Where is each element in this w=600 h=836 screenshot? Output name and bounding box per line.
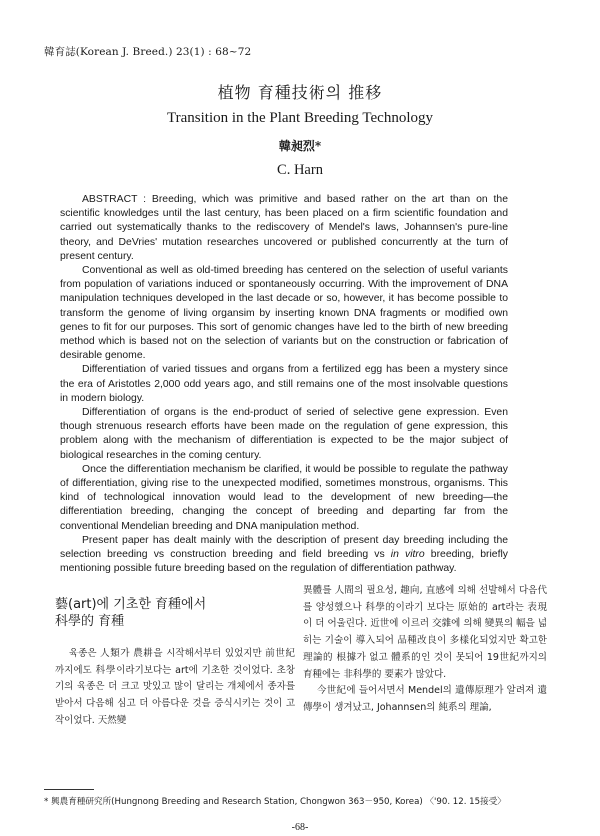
abstract-paragraph-3: Differentiation of varied tissues and organs from a fertilized egg has been a mystery since the era of Aristotles 2,000 odd years ago, and still remains one of the most insolvable questions in modern biology. — [60, 364, 508, 404]
page-number: -68- — [291, 822, 309, 833]
abstract-paragraph-5: Once the differentiation mechanism be clarified, it would be possible to regulate the pathway of differentiation, giving rise to the unexpected modified, sometimes monstrous, organisms. This kind of technological innovation would lead to the development of new breeding—the differentiation breeding, changing the concept of breeding and departing far from the conventional Mendelian breeding and DNA manipulation method. — [60, 463, 508, 532]
right-body-paragraph-1: 異體를 人間의 필요성, 趣向, 直感에 의해 선발해서 다음代를 양성했으나 科學的이라기 보다는 原始的 art라는 表現이 더 어울린다. 近世에 이르러 交雜에 의해 變異의 幅을 넓히는 기술이 導入되어 品種改良이 多樣化되었지만 확고한 理論的 根據가 없고 體系的인 것이 못되어 19世紀까지의 育種에는 非科學的 要素가 많았다. — [303, 585, 547, 680]
abstract — [60, 193, 508, 576]
abstract-paragraph-6 — [60, 534, 508, 577]
abstract-p6-italic: in vitro — [390, 549, 425, 561]
left-body-text: 육종은 人類가 農耕을 시작해서부터 있었지만 前世紀까지에도 科學이라기보다는 art에 기초한 것이었다. 초창기의 육종은 더 크고 맛있고 많이 달리는 개체에서 종자를 받아서 다음해 심고 더 아름다운 것을 증식시키는 것이 고작이었다. 天然變 — [55, 648, 295, 726]
right-body-paragraph-2: 今世紀에 들어서면서 Mendel의 遺傳原理가 알려져 遺傳學이 생겨났고, Johannsen의 純系의 理論, — [303, 685, 547, 713]
abstract-paragraph-2: Conventional as well as old-timed breeding has centered on the selection of useful variants from population of variations induced or spontaneously occurring. With the improvement of DNA manipulation techniques developed in the last decade or so, however, it has become possible to transform the genome of living organsim by inserting known DNA fragments or modified own genes to fit for our purposes. This sort of genomic changes have led to the birth of new breeding method which is based not on the selection of variants but on the construction or fabrication of desirable genome. — [60, 265, 508, 362]
left-column — [55, 596, 295, 730]
journal-citation: 韓育誌(Korean J. Breed.) 23(1) : 68~72 — [44, 46, 252, 58]
english-author: C. Harn — [277, 162, 323, 178]
abstract-paragraph-1: ABSTRACT : Breeding, which was primitive and based rather on the art than on the scientific knowledges until the last century, has been placed on a firm scientific foundation and carried out systematically thanks to the rediscovery of Mendel's laws, Johannsen's pure-line theory, and DeVries' mutation researches uncovered or published concurrently at the turn of present century. — [60, 194, 508, 262]
section-heading-line-2: 科學的 育種 — [55, 614, 125, 629]
footnote-divider — [44, 789, 94, 790]
section-heading-line-1: 藝(art)에 기초한 育種에서 — [55, 597, 207, 612]
abstract-paragraph-4: Differentiation of organs is the end-product of seried of selective gene expression. Even though strenuous research efforts have been made on the regulation of gene expression, this problem along with the mechanism of differentiation is expected to be the major subject of biological researches in the coming century. — [60, 407, 508, 461]
korean-title: 植物 育種技術의 推移 — [217, 83, 383, 102]
abstract-p6-text-b: breeding, briefly mentioning possible future breeding based on the regulation of differentiation pathway. — [60, 549, 508, 575]
english-title: Transition in the Plant Breeding Technology — [166, 110, 433, 126]
abstract-p6-text-a: Present paper has dealt mainly with the description of present day breeding including the selection breeding vs construction breeding and field breeding vs — [60, 534, 508, 561]
korean-author: 韓昶烈* — [278, 139, 322, 153]
footnote: * 興農育種研究所(Hungnong Breeding and Research Station, Chongwon 363－950, Korea) 〈'90. 12. 15接受〉 — [44, 797, 506, 807]
right-column — [303, 583, 547, 717]
